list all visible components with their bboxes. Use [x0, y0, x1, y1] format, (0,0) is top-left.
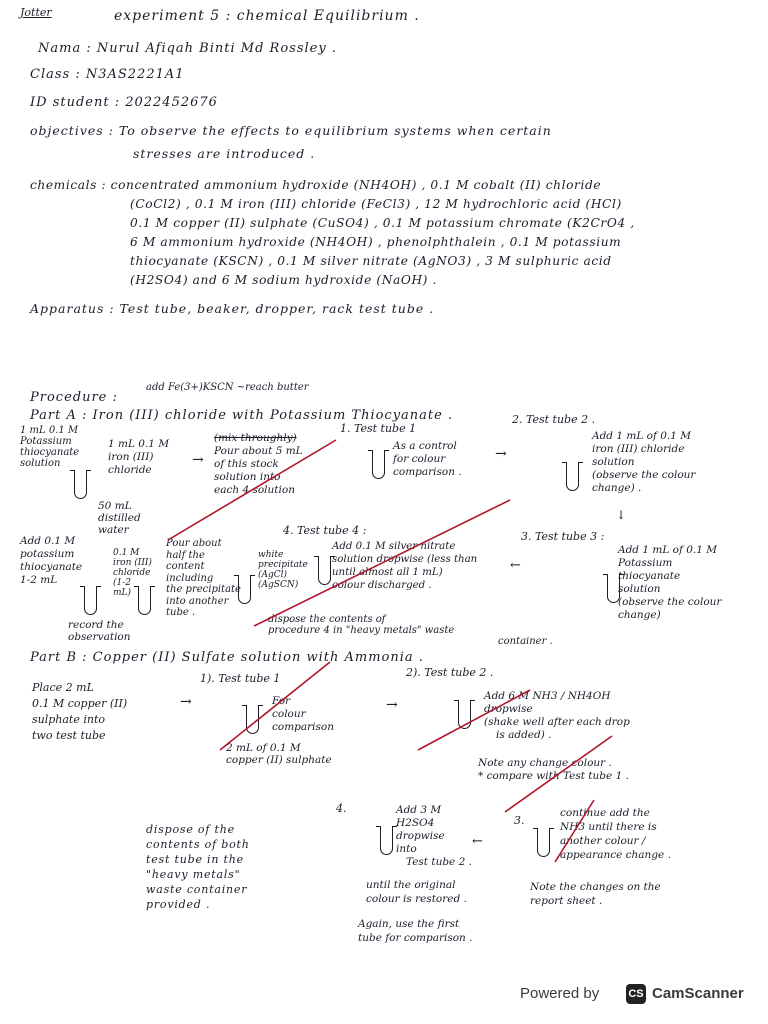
camscanner-logo-icon: CS [626, 984, 646, 1004]
text-line: into another [166, 595, 229, 607]
b-step-4-again [358, 917, 473, 945]
text-line: observation [68, 631, 131, 643]
tube-4-title: 4. Test tube 4 : [283, 524, 367, 537]
jotter-label: Jotter [20, 6, 52, 19]
text-line: solution dropwise (less than [332, 554, 478, 565]
text-line: solution [592, 456, 635, 468]
tube-4-text [332, 540, 477, 592]
tube-1-title: 1. Test tube 1 [340, 422, 417, 435]
text-line: content [166, 561, 205, 572]
test-tube-icon [74, 470, 87, 499]
text-line: potassium [20, 548, 75, 560]
text-line: dispose of the [146, 823, 235, 836]
tube-2-title: 2. Test tube 2 . [512, 413, 596, 426]
text-line: Add 0.1 M silver nitrate [332, 541, 456, 552]
text-line: for colour [393, 453, 446, 465]
text-line: thiocyanate [20, 447, 80, 458]
tube-2-text [592, 430, 695, 495]
text-line: water [98, 524, 129, 536]
procedure-label: Procedure : [30, 390, 118, 405]
b-step-4-number: 4. [336, 802, 347, 815]
apparatus: Apparatus : Test tube, beaker, dropper, rack test tube . [30, 301, 435, 316]
part-a-mix-text [214, 432, 303, 497]
record-observation [68, 619, 131, 643]
part-a-left-label [20, 425, 79, 469]
b-step-4-until [366, 878, 467, 906]
part-a-water-label [98, 500, 141, 536]
test-tube-icon [537, 828, 550, 857]
text-line: thiocyanate [618, 570, 681, 582]
text-line: into [396, 843, 417, 855]
text-line: precipitate [258, 560, 308, 570]
text-line: sulphate into [32, 713, 106, 726]
text-line: * compare with Test tube 1 . [478, 770, 629, 782]
text-line: Note any change colour . [478, 757, 612, 769]
part-a-dispose [268, 614, 553, 647]
text-line: 0.1 M copper (II) [32, 697, 128, 710]
text-line: container . [498, 636, 553, 647]
arrow-down-icon: ↓ [616, 508, 627, 522]
text-line: For [272, 695, 291, 707]
text-line: comparison [272, 721, 334, 733]
student-id: ID student : 2022452676 [30, 95, 218, 110]
text-line: Pour about [166, 538, 222, 549]
text-line: comparison . [393, 466, 462, 478]
text-line: chloride [108, 464, 152, 476]
text-line: (observe the colour [592, 469, 696, 481]
text-line: of this stock [214, 458, 279, 470]
b-tube-2-text [484, 690, 630, 742]
text-line: test tube in the [146, 853, 244, 866]
tube-1-text [393, 440, 462, 479]
part-a-bottom-left [20, 535, 82, 587]
text-line: copper (II) sulphate [226, 754, 332, 766]
arrow-right-icon: → [386, 697, 398, 713]
tube-3-title: 3. Test tube 3 : [521, 530, 605, 543]
b-step-3-number: 3. [514, 814, 525, 827]
chemicals-line: chemicals : concentrated ammonium hydroxide (NH4OH) , 0.1 M cobalt (II) chloride [30, 178, 602, 192]
text-line: tube for comparison . [358, 932, 473, 944]
text-line: NH3 until there is [560, 821, 657, 833]
text-line: record the [68, 619, 124, 631]
text-line: contents of both [146, 838, 250, 851]
text-line: 1 mL 0.1 M [108, 438, 170, 450]
text-line: 2 mL of 0.1 M [226, 742, 301, 754]
text-line: another colour / [560, 835, 646, 847]
part-b-place [32, 680, 127, 744]
chemicals-line: (CoCl2) , 0.1 M iron (III) chloride (FeCl3) , 12 M hydrochloric acid (HCl) [130, 197, 622, 211]
text-line: thiocyanate [20, 561, 83, 573]
text-line: H2SO4 [396, 817, 435, 829]
test-tube-icon [458, 700, 471, 729]
text-line: Add 6 M NH3 / NH4OH [484, 690, 611, 702]
text-line: continue add the [560, 807, 650, 819]
text-line: solution into [214, 471, 281, 483]
procedure-note: add Fe(3+)KSCN ~reach butter [146, 382, 309, 393]
text-line: mL) [113, 588, 132, 598]
arrow-left-icon: ← [472, 834, 483, 849]
text-line: dropwise [484, 703, 533, 715]
text-line: white [258, 550, 284, 560]
text-line: (mix throughly) [214, 432, 297, 444]
b-tube-1-text [272, 695, 334, 734]
text-line: 0.1 M [113, 548, 140, 558]
text-line: iron (III) [113, 558, 152, 568]
text-line: Place 2 mL [32, 681, 94, 694]
text-line: half the [166, 549, 205, 561]
watermark-powered-by: Powered by [520, 985, 600, 1002]
part-a-bottom-mid [113, 548, 152, 598]
text-line: (shake well after each drop [484, 716, 630, 728]
chemicals-line: (H2SO4) and 6 M sodium hydroxide (NaOH) . [130, 273, 437, 287]
text-line: colour is restored . [366, 893, 467, 905]
text-line: distilled [98, 512, 141, 524]
text-line: report sheet . [530, 895, 603, 907]
text-line: Pour about 5 mL [214, 445, 303, 457]
text-line: Add 3 M [396, 804, 442, 816]
watermark-brand: CamScanner [652, 985, 744, 1002]
text-line: the precipitate [166, 584, 241, 595]
b-note [478, 757, 629, 783]
part-a-iron-label [108, 438, 169, 477]
text-line: is added) . [496, 729, 552, 741]
text-line: including [166, 572, 214, 584]
chemicals-line: 0.1 M copper (II) sulphate (CuSO4) , 0.1 M potassium chromate (K2CrO4 , [130, 216, 635, 230]
test-tube-icon [318, 556, 331, 585]
class-code: Class : N3AS2221A1 [30, 67, 185, 82]
text-line: colour discharged . [332, 580, 432, 591]
objectives-line: stresses are introduced . [133, 146, 316, 161]
text-line: tube . [166, 607, 196, 618]
arrow-left-icon: ← [510, 558, 521, 573]
white-precipitate-label [258, 550, 308, 590]
text-line: iron (III) chloride [592, 443, 685, 455]
text-line: procedure 4 in "heavy metals" waste [268, 625, 455, 636]
text-line: "heavy metals" [146, 868, 241, 881]
part-a-title: Part A : Iron (III) chloride with Potassium Thiocyanate . [30, 408, 454, 423]
chemicals-line: thiocyanate (KSCN) , 0.1 M silver nitrate (AgNO3) , 3 M sulphuric acid [130, 254, 612, 268]
test-tube-icon [380, 826, 393, 855]
b-tube-2-title: 2). Test tube 2 . [406, 666, 494, 679]
text-line: solution [618, 583, 661, 595]
student-name: Nama : Nurul Afiqah Binti Md Rossley . [38, 41, 337, 56]
test-tube-icon [84, 586, 97, 615]
text-line: 1 mL 0.1 M [20, 425, 79, 436]
test-tube-icon [566, 462, 579, 491]
text-line: solution [20, 458, 61, 469]
part-a-pour-text [166, 538, 241, 619]
arrow-right-icon: → [180, 694, 192, 710]
text-line: Add 0.1 M [20, 535, 76, 547]
text-line: dispose the contents of [268, 614, 386, 625]
text-line: (AgCl) [258, 570, 288, 580]
text-line: (AgSCN) [258, 580, 299, 590]
chemicals-line: 6 M ammonium hydroxide (NH4OH) , phenolphthalein , 0.1 M potassium [130, 235, 622, 249]
tube-3-text [618, 544, 721, 622]
b-tube-1-caption [226, 742, 332, 766]
text-line: change) . [592, 482, 642, 494]
text-line: two test tube [32, 729, 106, 742]
arrow-right-icon: → [495, 446, 507, 462]
text-line: colour [272, 708, 306, 720]
text-line: chloride [113, 568, 151, 578]
b-dispose [146, 822, 250, 912]
test-tube-icon [372, 450, 385, 479]
test-tube-icon [246, 705, 259, 734]
text-line: Add 1 mL of 0.1 M [618, 544, 717, 556]
text-line: Potassium [618, 557, 673, 569]
b-step-4-text [396, 804, 472, 869]
text-line: iron (III) [108, 451, 154, 463]
text-line: Note the changes on the [530, 881, 661, 893]
b-step-3-text [560, 806, 671, 862]
text-line: Potassium [20, 436, 72, 447]
text-line: Again, use the first [358, 918, 460, 930]
text-line: 50 mL [98, 500, 132, 512]
text-line: (1-2 [113, 578, 132, 588]
text-line: waste container [146, 883, 248, 896]
text-line: until the original [366, 879, 456, 891]
arrow-right-icon: → [192, 452, 204, 468]
text-line: provided . [146, 898, 211, 911]
text-line: Add 1 mL of 0.1 M [592, 430, 691, 442]
experiment-title: experiment 5 : chemical Equilibrium . [114, 8, 420, 24]
text-line: each 4 solution [214, 484, 295, 496]
text-line: appearance change . [560, 849, 671, 861]
part-b-title: Part B : Copper (II) Sulfate solution with Ammonia . [30, 650, 424, 665]
text-line: dropwise [396, 830, 445, 842]
text-line: (observe the colour [618, 596, 722, 608]
b-step-3-note [530, 880, 661, 908]
text-line: until almost all 1 mL) [332, 567, 443, 578]
objectives-line: objectives : To observe the effects to equilibrium systems when certain [30, 123, 552, 138]
b-tube-1-title: 1). Test tube 1 [200, 672, 281, 685]
text-line: Test tube 2 . [406, 856, 472, 868]
text-line: As a control [393, 440, 457, 452]
text-line: 1-2 mL [20, 574, 58, 586]
text-line: change) [618, 609, 661, 621]
